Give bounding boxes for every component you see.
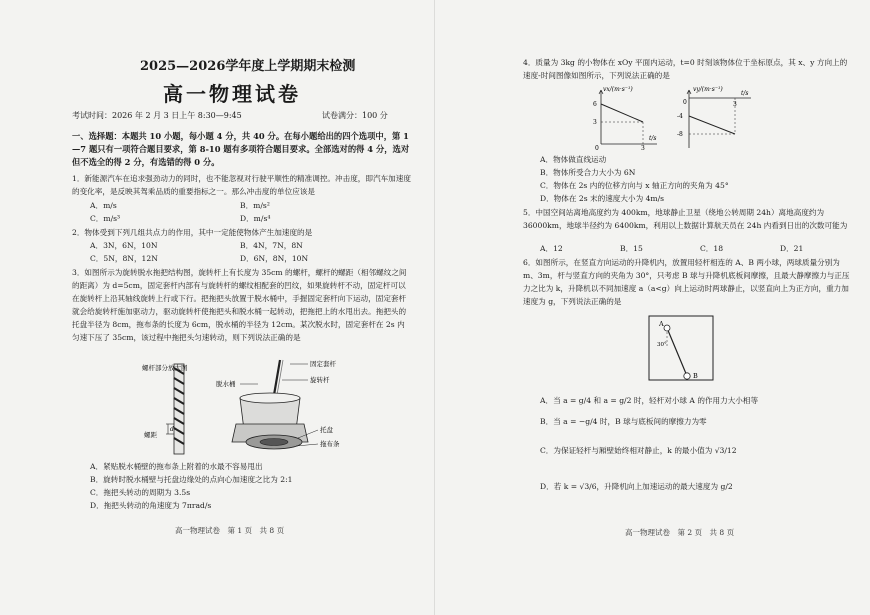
label-fixed-rod: 固定套杆 [310,360,336,368]
graph-vx-xlabel: t/s [649,135,657,142]
q3-mop-figure [140,358,370,458]
label-bucket: 脱水桶 [216,380,236,388]
q3-option-d: D．拖把头转动的角速度为 7πrad/s [90,501,212,510]
q6-option-a: A．当 a = g/4 和 a = g/2 时，轻杆对小球 A 的作用力大小相等 [540,396,759,405]
graph-vy-ylabel: vy/(m·s⁻¹) [693,86,723,93]
q5-option-b: B．15 [620,244,643,253]
q1-stem: 1．新能源汽车在追求强劲动力的同时，也不能忽视对行驶平顺性的精准调控。冲击度，即汽车加速度的变化率，是反映其驾乘品质的重要指标之一。那么冲击度的单位应该是 [72,174,411,196]
label-cloth: 拖布条 [320,440,340,448]
graph-vy-tick-m8: -8 [677,131,683,138]
q5-option-d: D．21 [780,244,804,253]
q4-vt-graphs [585,84,755,150]
q1-option-a: A．m/s [90,201,117,210]
q6-stem: 6．如图所示，在竖直方向运动的升降机内，放置用轻杆相连的 A、B 两小球，两球质量分别为 m、3m，杆与竖直方向的夹角为 30°，只考虑 B 球与升降机底板间摩擦，且最大静摩擦力与正压力之比为 k，升降机以不同加速度 a（a<g）向上运动时两球静止，以竖直向上为正方向，重力加速度为 g，下列说法正确的是 [523,258,850,306]
q4-option-a: A．物体做直线运动 [540,155,607,164]
q3-stem: 3．如图所示为旋转脱水拖把结构图，旋转杆上有长度为 35cm 的螺杆，螺杆的螺距（相邻螺纹之间的距离）为 d=5cm，固定套杆内部有与旋转杆的螺纹相配套的凹纹，如果旋转杆不动，固定杆可以在旋转杆上沿其轴线旋转上行或下行。把拖把头放置于脱水桶中，手握固定套杆向下运动，固定套杆就会给旋转杆施加驱动力，驱动旋转杆使拖把头和脱水桶一起转动，把拖把上的水甩出去。拖把头的托盘半径为 8cm，拖布条的长度为 6cm，脱水桶的半径为 12cm。某次脱水时，固定套杆在 2s 内匀速下压了 35cm，该过程中拖把头匀速转动，则下列说法正确的是 [72,268,407,342]
graph-vy-xlabel: t/s [741,90,749,97]
q2-stem: 2．物体受到下列几组共点力的作用，其中一定能使物体产生加速度的是 [72,228,313,237]
q6-option-b: B．当 a = −g/4 时，B 球与底板间的摩擦力为零 [540,417,707,426]
exam-time: 考试时间：2026 年 2 月 3 日上午 8:30—9:45 [72,111,242,120]
graph-vy-tick-m4: -4 [677,113,683,120]
graph-vx-tick-6: 6 [593,101,597,108]
graph-vx-ylabel: vx/(m·s⁻¹) [603,86,633,93]
exam-title: 2025—2026学年度上学期期末检测 [140,59,356,74]
label-screw-zoom: 螺杆部分放大图 [142,364,188,372]
graph-vx-tick-x3: 3 [641,145,645,150]
q2-option-b: B．4N，7N，8N [240,241,303,250]
q4-option-b: B．物体所受合力大小为 6N [540,168,636,177]
graph-vy-tick-0: 0 [683,99,687,106]
label-ball-a: A [659,320,664,328]
page-2 [435,0,870,615]
mop-drawing [232,360,318,449]
full-score: 试卷满分：100 分 [322,111,388,120]
q4-option-c: C．物体在 2s 内的位移方向与 x 轴正方向的夹角为 45° [540,181,729,190]
q6-elevator-figure [645,312,725,384]
label-d: d [170,426,174,433]
q4-stem: 4．质量为 3kg 的小物体在 xOy 平面内运动，t=0 时刻该物体位于坐标原点，其 x、y 方向上的速度-时间图像如图所示，下列说法正确的是 [523,58,848,80]
q3-option-b: B．旋转时脱水桶壁与托盘边缘处的点向心加速度之比为 2:1 [90,475,293,484]
q5-option-c: C．18 [700,244,724,253]
screw-zoom-drawing [166,364,184,454]
q5-stem: 5．中国空间站离地高度约为 400km，地球静止卫星（绕地公转周期 24h）离地高度约为 36000km，地球半径约为 6400km，利用以上数据计算航天员在 24h 内看到日出的次数可能为 [523,208,848,230]
q6-option-d: D．若 k = √3/6，升降机向上加速运动的最大速度为 g/2 [540,482,733,491]
graph-vy [687,90,751,148]
label-tray: 托盘 [320,426,333,434]
subject-title: 高一物理试卷 [163,82,301,106]
footer-page-2: 高一物理试卷 第 2 页 共 8 页 [625,528,735,537]
q1-option-b: B．m/s² [240,201,270,210]
q6-option-c: C．为保证轻杆与厢壁始终相对静止，k 的最小值为 √3/12 [540,446,737,455]
q3-option-a: A．紧贴脱水桶壁的拖布条上附着的水最不容易甩出 [90,462,263,471]
q1-option-c: C．m/s³ [90,214,121,223]
graph-vx-tick-0: 0 [595,145,599,150]
label-pitch: 螺距 [144,431,157,439]
graph-vy-tick-x3: 3 [733,101,737,108]
section-intro: 一、选择题：本题共 10 小题，每小题 4 分，共 40 分。在每小题给出的四个选项中，第 1—7 题只有一项符合题目要求，第 8-10 题有多项符合题目要求。全部选对的得 4 分，选对但不选全的得 2 分，有选错的得 0 分。 [72,131,410,167]
q3-option-c: C．拖把头转动的周期为 3.5s [90,488,191,497]
q5-option-a: A．12 [540,244,563,253]
q4-option-d: D．物体在 2s 末的速度大小为 4m/s [540,194,665,203]
label-spin-rod: 旋转杆 [310,376,330,384]
label-angle: 30° [657,342,667,348]
graph-vx-tick-3: 3 [593,119,597,126]
footer-page-1: 高一物理试卷 第 1 页 共 8 页 [175,526,285,535]
q1-option-d: D．m/s⁴ [240,214,271,223]
q2-option-a: A．3N，6N，10N [90,241,158,250]
label-ball-b: B [693,372,698,380]
q2-option-c: C．5N，8N，12N [90,254,158,263]
q2-option-d: D．6N，8N，10N [240,254,309,263]
